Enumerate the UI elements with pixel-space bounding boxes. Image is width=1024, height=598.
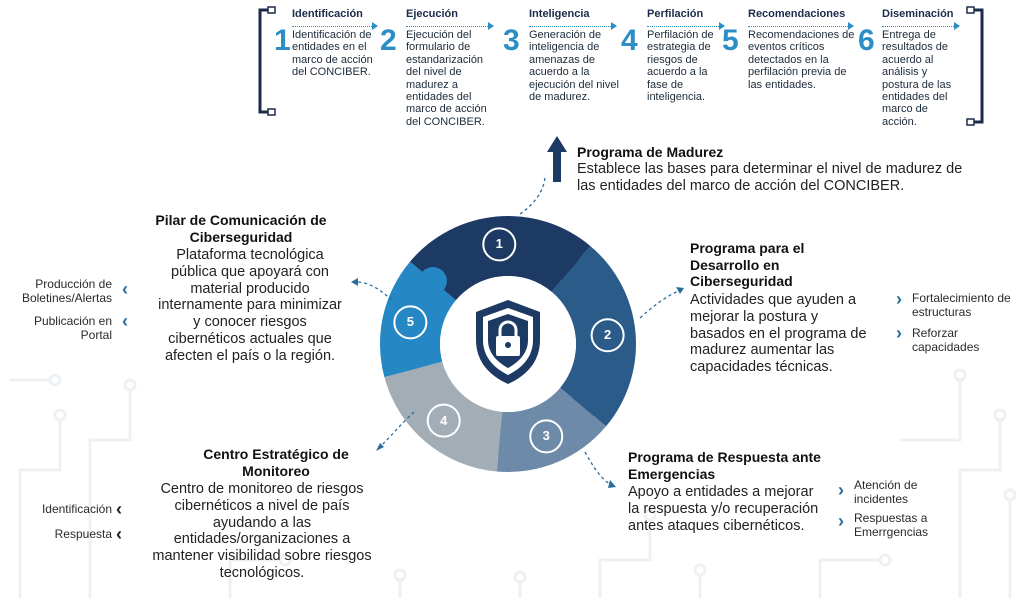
connector-arrow (520, 175, 545, 214)
step-text: Recomendaciones de eventos críticos detectados en la perfilación previa de las entidades. (748, 29, 855, 91)
segment-number-2: 2 (603, 327, 612, 343)
step-title: Inteligencia (529, 8, 590, 20)
chevron-left-icon: ‹ (122, 311, 128, 331)
program-respuesta-text: Apoyo a entidades a mejorar la respuesta y/o recuperación antes ataques cibernéticos. (628, 484, 819, 534)
step-number: 1 (274, 24, 291, 57)
chevron-right-icon: › (896, 323, 902, 343)
puzzle-knob (419, 267, 447, 295)
comunicacion-item-2: Publicación en Portal (33, 314, 112, 342)
desarrollo-item-1: Fortalecimiento de estructuras (912, 291, 1011, 319)
step-number: 3 (503, 24, 520, 57)
program-respuesta-title: Programa de Respuesta ante Emergencias (628, 449, 821, 482)
chevron-left-icon: ‹ (122, 279, 128, 299)
step-text: Entrega de resultados de acuerdo al análisis y postura de las entidades del marco de acción. (882, 29, 952, 128)
step-number: 4 (621, 24, 638, 57)
program-comunicacion-text: Plataforma tecnológica pública que apoyará con material producido internamente para minimizar y conocer riesgos cibernéticos actuales que afecten el país o la región. (158, 247, 342, 364)
segment-number-5: 5 (406, 314, 414, 330)
step-text: Perfilación de estrategia de riesgos de acuerdo a la fase de inteligencia. (647, 29, 714, 104)
arrow-up-icon (547, 136, 567, 182)
chevron-right-icon: › (838, 511, 844, 531)
step-text: Generación de inteligencia de amenazas de acuerdo a la ejecución del nivel de madurez. (529, 29, 619, 104)
chevron-left-icon: ‹ (116, 524, 122, 544)
monitoreo-item-1: Identificación (41, 502, 112, 516)
step-title: Ejecución (406, 8, 458, 20)
program-monitoreo-text: Centro de monitoreo de riesgos cibernéticos a nivel de país ayudando a las entidades/organizaciones a mantener visibilidad sobre riesgos tecnológicos. (152, 481, 372, 581)
step-title: Recomendaciones (748, 8, 846, 20)
step-title: Identificación (292, 8, 363, 20)
chevron-right-icon: › (838, 480, 844, 500)
step-title: Diseminación (882, 8, 954, 20)
monitoreo-item-2: Respuesta (54, 527, 112, 541)
program-madurez-title: Programa de Madurez (577, 144, 724, 160)
segment-number-4: 4 (440, 412, 448, 428)
program-desarrollo-title: Programa para el Desarrollo en Ciberseguridad (690, 240, 805, 289)
respuesta-item-2: Respuestas a Emerrgencias (854, 511, 929, 539)
step-text: Identificación de entidades en el marco de acción del CONCIBER. (292, 29, 373, 79)
step-title: Perfilación (647, 8, 704, 20)
step-text: Ejecución del formulario de estandarización del nivel de madurez a entidades del marco de acción del CONCIBER. (406, 29, 487, 128)
segment-number-3: 3 (542, 428, 550, 444)
segment-number-1: 1 (495, 236, 503, 252)
program-desarrollo-text: Actividades que ayuden a mejorar la postura y basados en el programa de madurez aumentar las capacidades técnicas. (690, 292, 867, 376)
step-number: 6 (858, 24, 875, 57)
program-comunicacion-title: Pilar de Comunicación de Ciberseguridad (155, 212, 327, 245)
chevron-right-icon: › (896, 289, 902, 309)
respuesta-item-1: Atención de incidentes (854, 478, 918, 506)
program-monitoreo-title: Centro Estratégico de Monitoreo (203, 446, 349, 479)
step-number: 2 (380, 24, 397, 57)
step-number: 5 (722, 24, 739, 57)
program-madurez-text: Establece las bases para determinar el nivel de madurez de las entidades del marco de acción del CONCIBER. (577, 161, 963, 194)
chevron-left-icon: ‹ (116, 499, 122, 519)
comunicacion-item-1: Producción de Boletines/Alertas (21, 277, 112, 305)
desarrollo-item-2: Reforzar capacidades (912, 326, 980, 354)
